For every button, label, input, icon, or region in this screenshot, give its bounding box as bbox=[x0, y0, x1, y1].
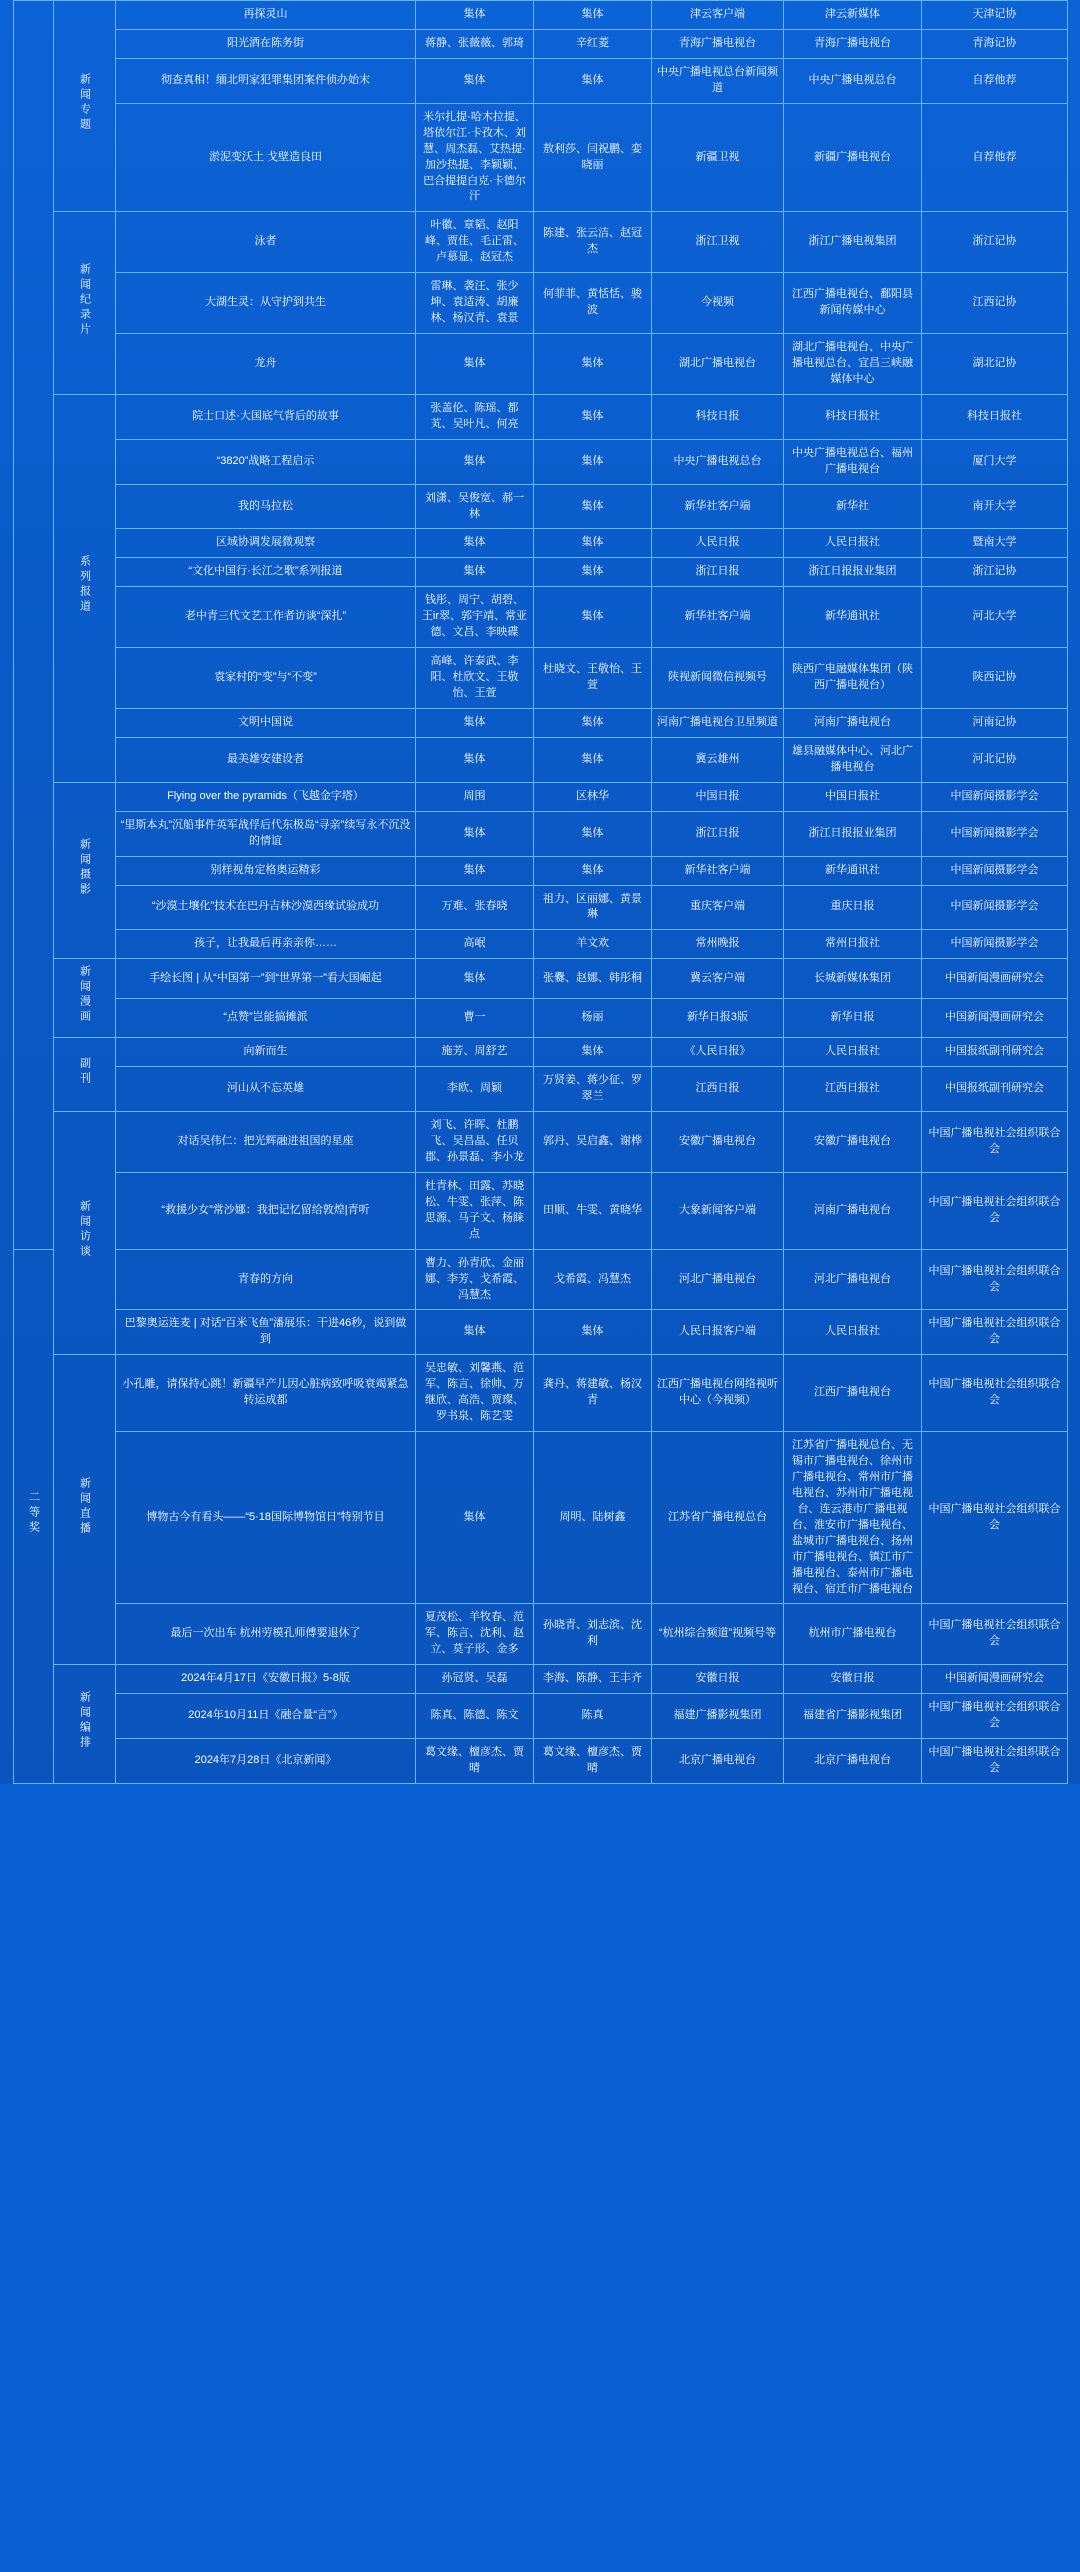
platform-cell: 科技日报 bbox=[652, 394, 784, 439]
work-title-cell: 青春的方向 bbox=[116, 1249, 416, 1310]
recommending-unit-cell: 中国广播电视社会组织联合会 bbox=[922, 1310, 1068, 1355]
editor-cell: 祖力、区丽娜、黄景琳 bbox=[534, 885, 652, 930]
author-cell: 曹一 bbox=[416, 998, 534, 1037]
recommending-unit-cell: 暨南大学 bbox=[922, 529, 1068, 558]
editor-cell: 孙晓青、刘志滨、沈利 bbox=[534, 1604, 652, 1665]
editor-cell: 集体 bbox=[534, 708, 652, 737]
category-label: 新闻编排 bbox=[78, 1691, 91, 1752]
author-cell: 集体 bbox=[416, 529, 534, 558]
platform-cell: 中国日报 bbox=[652, 782, 784, 811]
awards-table-body bbox=[14, 1, 1068, 1784]
declaring-unit-cell: 浙江日报报业集团 bbox=[784, 558, 922, 587]
editor-cell: 羊文欢 bbox=[534, 930, 652, 959]
declaring-unit-cell: 人民日报社 bbox=[784, 529, 922, 558]
table-row bbox=[14, 394, 1068, 439]
category-label: 新闻直播 bbox=[78, 1476, 91, 1537]
recommending-unit-cell: 河北大学 bbox=[922, 587, 1068, 648]
table-row bbox=[14, 529, 1068, 558]
recommending-unit-cell: 中国广播电视社会组织联合会 bbox=[922, 1112, 1068, 1173]
work-title-cell: 向新而生 bbox=[116, 1038, 416, 1067]
table-row bbox=[14, 1067, 1068, 1112]
editor-cell: 何菲菲、黄恬恬、骏波 bbox=[534, 273, 652, 334]
work-title-cell: 最后一次出车 杭州劳模孔师傅要退休了 bbox=[116, 1604, 416, 1665]
table-row bbox=[14, 856, 1068, 885]
editor-cell: 李海、陈静、王丰齐 bbox=[534, 1665, 652, 1694]
editor-cell: 陈真 bbox=[534, 1694, 652, 1739]
platform-cell: 湖北广播电视台 bbox=[652, 334, 784, 395]
declaring-unit-cell: 浙江广播电视集团 bbox=[784, 212, 922, 273]
table-row bbox=[14, 587, 1068, 648]
recommending-unit-cell: 中国广播电视社会组织联合会 bbox=[922, 1355, 1068, 1432]
table-row bbox=[14, 1172, 1068, 1249]
category-cell bbox=[54, 1038, 116, 1112]
prize-cell-empty bbox=[14, 1, 54, 1250]
work-title-cell: “3820”战略工程启示 bbox=[116, 439, 416, 484]
editor-cell: 集体 bbox=[534, 856, 652, 885]
category-label: 系列报道 bbox=[78, 555, 91, 616]
table-row bbox=[14, 1432, 1068, 1604]
declaring-unit-cell: 科技日报社 bbox=[784, 394, 922, 439]
work-title-cell: 巴黎奥运连麦 | 对话“百米飞鱼”潘展乐：干进46秒，说到做到 bbox=[116, 1310, 416, 1355]
platform-cell: 人民日报客户端 bbox=[652, 1310, 784, 1355]
declaring-unit-cell: 江西日报社 bbox=[784, 1067, 922, 1112]
editor-cell: 戈希霞、冯慧杰 bbox=[534, 1249, 652, 1310]
recommending-unit-cell: 中国报纸副刊研究会 bbox=[922, 1067, 1068, 1112]
category-label: 新闻漫画 bbox=[78, 965, 91, 1026]
work-title-cell: 2024年7月28日《北京新闻》 bbox=[116, 1739, 416, 1784]
category-cell bbox=[54, 959, 116, 1038]
author-cell: 葛文缘、檀彦杰、贾晴 bbox=[416, 1739, 534, 1784]
author-cell: 夏茂松、羊牧春、范军、陈言、沈利、赵立、莫子形、金多 bbox=[416, 1604, 534, 1665]
table-row bbox=[14, 273, 1068, 334]
work-title-cell: 文明中国说 bbox=[116, 708, 416, 737]
platform-cell: 安徽广播电视台 bbox=[652, 1112, 784, 1173]
editor-cell: 杨丽 bbox=[534, 998, 652, 1037]
author-cell: 高岷 bbox=[416, 930, 534, 959]
table-row bbox=[14, 1249, 1068, 1310]
work-title-cell: 彻查真相！缅北明家犯罪集团案件侦办始末 bbox=[116, 58, 416, 103]
author-cell: 曹力、孙青欣、金丽娜、李芳、戈希霞、冯慧杰 bbox=[416, 1249, 534, 1310]
platform-cell: 冀云雄州 bbox=[652, 737, 784, 782]
platform-cell: 江西广播电视台网络视听中心（今视频） bbox=[652, 1355, 784, 1432]
declaring-unit-cell: 常州日报社 bbox=[784, 930, 922, 959]
editor-cell: 区林华 bbox=[534, 782, 652, 811]
platform-cell: 浙江卫视 bbox=[652, 212, 784, 273]
platform-cell: 浙江日报 bbox=[652, 558, 784, 587]
recommending-unit-cell: 中国广播电视社会组织联合会 bbox=[922, 1249, 1068, 1310]
editor-cell: 集体 bbox=[534, 1, 652, 30]
editor-cell: 万贤姜、蒋少征、罗翠兰 bbox=[534, 1067, 652, 1112]
editor-cell: 集体 bbox=[534, 1310, 652, 1355]
recommending-unit-cell: 中国新闻摄影学会 bbox=[922, 811, 1068, 856]
declaring-unit-cell: 新华通讯社 bbox=[784, 856, 922, 885]
platform-cell: 安徽日报 bbox=[652, 1665, 784, 1694]
work-title-cell: 河山从不忘英雄 bbox=[116, 1067, 416, 1112]
table-row bbox=[14, 885, 1068, 930]
editor-cell: 辛红菱 bbox=[534, 29, 652, 58]
platform-cell: 冀云客户端 bbox=[652, 959, 784, 998]
category-label: 新闻访谈 bbox=[78, 1200, 91, 1261]
declaring-unit-cell: 北京广播电视台 bbox=[784, 1739, 922, 1784]
category-cell bbox=[54, 1, 116, 212]
platform-cell: 新华社客户端 bbox=[652, 856, 784, 885]
work-title-cell: “里斯本丸”沉船事件英军战俘后代东极岛“寻亲”续写永不沉没的情谊 bbox=[116, 811, 416, 856]
category-cell bbox=[54, 1355, 116, 1665]
category-cell bbox=[54, 782, 116, 959]
recommending-unit-cell: 中国新闻摄影学会 bbox=[922, 856, 1068, 885]
author-cell: 集体 bbox=[416, 1, 534, 30]
work-title-cell: 袁家村的“变”与“不变” bbox=[116, 648, 416, 709]
author-cell: 周围 bbox=[416, 782, 534, 811]
work-title-cell: 院士口述·大国底气背后的故事 bbox=[116, 394, 416, 439]
work-title-cell: 孩子，让我最后再亲亲你…… bbox=[116, 930, 416, 959]
work-title-cell: “救援少女”常沙娜：我把记忆留给敦煌|青听 bbox=[116, 1172, 416, 1249]
author-cell: 杜青林、田露、苏晓松、牛雯、张萍、陈思源、马子文、杨睐点 bbox=[416, 1172, 534, 1249]
work-title-cell: 2024年10月11日《融合量“言”》 bbox=[116, 1694, 416, 1739]
recommending-unit-cell: 中国广播电视社会组织联合会 bbox=[922, 1694, 1068, 1739]
work-title-cell: “点赞”岂能搞摊派 bbox=[116, 998, 416, 1037]
author-cell: 刘飞、许晖、杜鹏飞、吴昌晶、任贝郡、孙景磊、李小龙 bbox=[416, 1112, 534, 1173]
table-row bbox=[14, 1694, 1068, 1739]
platform-cell: 新疆卫视 bbox=[652, 103, 784, 212]
platform-cell: 浙江日报 bbox=[652, 811, 784, 856]
author-cell: 集体 bbox=[416, 811, 534, 856]
author-cell: 集体 bbox=[416, 439, 534, 484]
recommending-unit-cell: 中国广播电视社会组织联合会 bbox=[922, 1432, 1068, 1604]
recommending-unit-cell: 科技日报社 bbox=[922, 394, 1068, 439]
recommending-unit-cell: 中国广播电视社会组织联合会 bbox=[922, 1604, 1068, 1665]
table-row bbox=[14, 811, 1068, 856]
declaring-unit-cell: 人民日报社 bbox=[784, 1038, 922, 1067]
table-row bbox=[14, 930, 1068, 959]
table-row bbox=[14, 439, 1068, 484]
awards-table bbox=[13, 0, 1068, 1784]
table-row bbox=[14, 484, 1068, 529]
author-cell: 吴忠敏、刘馨燕、范军、陈言、徐帅、万继欣、高浩、贾璨、罗书泉、陈艺雯 bbox=[416, 1355, 534, 1432]
declaring-unit-cell: 雄县融媒体中心、河北广播电视台 bbox=[784, 737, 922, 782]
work-title-cell: 区域协调发展微观察 bbox=[116, 529, 416, 558]
recommending-unit-cell: 中国新闻摄影学会 bbox=[922, 885, 1068, 930]
recommending-unit-cell: 中国广播电视社会组织联合会 bbox=[922, 1739, 1068, 1784]
platform-cell: 陕视新闻微信视频号 bbox=[652, 648, 784, 709]
work-title-cell: 龙舟 bbox=[116, 334, 416, 395]
platform-cell: 人民日报 bbox=[652, 529, 784, 558]
declaring-unit-cell: 江西广播电视台 bbox=[784, 1355, 922, 1432]
work-title-cell: 大湖生灵：从守护到共生 bbox=[116, 273, 416, 334]
table-row bbox=[14, 1604, 1068, 1665]
prize-label: 二等奖 bbox=[27, 1490, 40, 1536]
declaring-unit-cell: 重庆日报 bbox=[784, 885, 922, 930]
editor-cell: 集体 bbox=[534, 811, 652, 856]
declaring-unit-cell: 安徽广播电视台 bbox=[784, 1112, 922, 1173]
author-cell: 集体 bbox=[416, 708, 534, 737]
author-cell: 集体 bbox=[416, 334, 534, 395]
table-row bbox=[14, 1112, 1068, 1173]
declaring-unit-cell: 福建省广播影视集团 bbox=[784, 1694, 922, 1739]
editor-cell: 田顺、牛雯、黄晓华 bbox=[534, 1172, 652, 1249]
recommending-unit-cell: 中国新闻漫画研究会 bbox=[922, 998, 1068, 1037]
platform-cell: 江西日报 bbox=[652, 1067, 784, 1112]
recommending-unit-cell: 河南记协 bbox=[922, 708, 1068, 737]
platform-cell: 河北广播电视台 bbox=[652, 1249, 784, 1310]
platform-cell: 新华社客户端 bbox=[652, 587, 784, 648]
table-row bbox=[14, 1665, 1068, 1694]
declaring-unit-cell: 杭州市广播电视台 bbox=[784, 1604, 922, 1665]
editor-cell: 陈建、张云洁、赵冠杰 bbox=[534, 212, 652, 273]
recommending-unit-cell: 浙江记协 bbox=[922, 212, 1068, 273]
category-cell bbox=[54, 1112, 116, 1355]
platform-cell: 中央广播电视总台新闻频道 bbox=[652, 58, 784, 103]
editor-cell: 葛文缘、檀彦杰、贾晴 bbox=[534, 1739, 652, 1784]
editor-cell: 集体 bbox=[534, 394, 652, 439]
platform-cell: 常州晚报 bbox=[652, 930, 784, 959]
platform-cell: 江苏省广播电视总台 bbox=[652, 1432, 784, 1604]
work-title-cell: 手绘长图 | 从“中国第一”到“世界第一”看大国崛起 bbox=[116, 959, 416, 998]
table-row bbox=[14, 1739, 1068, 1784]
table-row bbox=[14, 1038, 1068, 1067]
platform-cell: 福建广播影视集团 bbox=[652, 1694, 784, 1739]
platform-cell: 青海广播电视台 bbox=[652, 29, 784, 58]
editor-cell: 集体 bbox=[534, 587, 652, 648]
table-row bbox=[14, 334, 1068, 395]
platform-cell: 北京广播电视台 bbox=[652, 1739, 784, 1784]
table-row bbox=[14, 708, 1068, 737]
table-row bbox=[14, 103, 1068, 212]
category-cell bbox=[54, 212, 116, 394]
author-cell: 万难、张春晓 bbox=[416, 885, 534, 930]
editor-cell: 集体 bbox=[534, 529, 652, 558]
table-row bbox=[14, 558, 1068, 587]
declaring-unit-cell: 河南广播电视台 bbox=[784, 1172, 922, 1249]
recommending-unit-cell: 厦门大学 bbox=[922, 439, 1068, 484]
work-title-cell: 别样视角定格奥运精彩 bbox=[116, 856, 416, 885]
recommending-unit-cell: 中国新闻漫画研究会 bbox=[922, 959, 1068, 998]
recommending-unit-cell: 河北记协 bbox=[922, 737, 1068, 782]
declaring-unit-cell: 中央广播电视总台、福州广播电视台 bbox=[784, 439, 922, 484]
recommending-unit-cell: 自荐他荐 bbox=[922, 58, 1068, 103]
recommending-unit-cell: 青海记协 bbox=[922, 29, 1068, 58]
work-title-cell: 2024年4月17日《安徽日报》5-8版 bbox=[116, 1665, 416, 1694]
declaring-unit-cell: 新华通讯社 bbox=[784, 587, 922, 648]
editor-cell: 敖利莎、闫祝鹏、娈晓丽 bbox=[534, 103, 652, 212]
declaring-unit-cell: 陕西广电融媒体集团（陕西广播电视台） bbox=[784, 648, 922, 709]
editor-cell: 集体 bbox=[534, 58, 652, 103]
author-cell: 集体 bbox=[416, 558, 534, 587]
table-row bbox=[14, 648, 1068, 709]
work-title-cell: “文化中国行·长江之歌”系列报道 bbox=[116, 558, 416, 587]
declaring-unit-cell: 浙江日报报业集团 bbox=[784, 811, 922, 856]
editor-cell: 杜晓文、王敬怡、王萱 bbox=[534, 648, 652, 709]
recommending-unit-cell: 陕西记协 bbox=[922, 648, 1068, 709]
declaring-unit-cell: 中国日报社 bbox=[784, 782, 922, 811]
work-title-cell: 最美雄安建设者 bbox=[116, 737, 416, 782]
declaring-unit-cell: 河南广播电视台 bbox=[784, 708, 922, 737]
author-cell: 施芳、周舒艺 bbox=[416, 1038, 534, 1067]
work-title-cell: Flying over the pyramids（飞越金字塔） bbox=[116, 782, 416, 811]
category-label: 新闻纪录片 bbox=[78, 262, 91, 338]
work-title-cell: 再探灵山 bbox=[116, 1, 416, 30]
recommending-unit-cell: 江西记协 bbox=[922, 273, 1068, 334]
editor-cell: 集体 bbox=[534, 439, 652, 484]
platform-cell: 《人民日报》 bbox=[652, 1038, 784, 1067]
author-cell: 钱彤、周宁、胡碧、王ir翠、郭宇靖、常亚德、文昌、李映碟 bbox=[416, 587, 534, 648]
recommending-unit-cell: 浙江记协 bbox=[922, 558, 1068, 587]
category-label: 新闻专题 bbox=[78, 73, 91, 134]
author-cell: 孙冠贤、吴磊 bbox=[416, 1665, 534, 1694]
author-cell: 集体 bbox=[416, 1310, 534, 1355]
recommending-unit-cell: 中国新闻摄影学会 bbox=[922, 930, 1068, 959]
author-cell: 集体 bbox=[416, 737, 534, 782]
table-row bbox=[14, 1, 1068, 30]
platform-cell: 新华社客户端 bbox=[652, 484, 784, 529]
category-cell bbox=[54, 394, 116, 782]
author-cell: 高峰、许泰武、李阳、杜欣文、王敬怡、王萱 bbox=[416, 648, 534, 709]
declaring-unit-cell: 新疆广播电视台 bbox=[784, 103, 922, 212]
author-cell: 李欧、周颖 bbox=[416, 1067, 534, 1112]
table-row bbox=[14, 782, 1068, 811]
editor-cell: 张爨、赵娜、韩彤桐 bbox=[534, 959, 652, 998]
work-title-cell: 对话吴伟仁：把光辉融进祖国的星座 bbox=[116, 1112, 416, 1173]
work-title-cell: 小孔雕，请保持心跳！新疆早产儿因心脏病致呼吸衰竭紧急转运成都 bbox=[116, 1355, 416, 1432]
work-title-cell: 阳光洒在陈务街 bbox=[116, 29, 416, 58]
editor-cell: 集体 bbox=[534, 484, 652, 529]
declaring-unit-cell: 安徽日报 bbox=[784, 1665, 922, 1694]
platform-cell: 大象新闻客户端 bbox=[652, 1172, 784, 1249]
table-row bbox=[14, 1310, 1068, 1355]
platform-cell: 河南广播电视台卫星频道 bbox=[652, 708, 784, 737]
work-title-cell: 我的马拉松 bbox=[116, 484, 416, 529]
editor-cell: 集体 bbox=[534, 737, 652, 782]
recommending-unit-cell: 中国新闻摄影学会 bbox=[922, 782, 1068, 811]
work-title-cell: 淤泥变沃土 戈壁造良田 bbox=[116, 103, 416, 212]
author-cell: 叶徽、章韬、赵阳峰、贾佳、毛正雷、卢慕显、赵冠杰 bbox=[416, 212, 534, 273]
declaring-unit-cell: 人民日报社 bbox=[784, 1310, 922, 1355]
author-cell: 张盖伦、陈瑶、都芄、吴叶凡、何亮 bbox=[416, 394, 534, 439]
author-cell: 米尔扎提·哈木拉提、塔依尔江·卡孜木、刘慧、周杰磊、艾热提·加沙热提、李颖颖、巴合提提白克·卡德尔汗 bbox=[416, 103, 534, 212]
recommending-unit-cell: 天津记协 bbox=[922, 1, 1068, 30]
platform-cell: 津云客户端 bbox=[652, 1, 784, 30]
table-row bbox=[14, 959, 1068, 998]
declaring-unit-cell: 长城新媒体集团 bbox=[784, 959, 922, 998]
editor-cell: 周明、陆树鑫 bbox=[534, 1432, 652, 1604]
declaring-unit-cell: 江苏省广播电视总台、无锡市广播电视台、徐州市广播电视台、常州市广播电视台、苏州市广播电视台、连云港市广播电视台、淮安市广播电视台、盐城市广播电视台、扬州市广播电视台、镇江市广播电视台、泰州市广播电视台、宿迁市广播电视台 bbox=[784, 1432, 922, 1604]
editor-cell: 龚丹、蒋建敏、杨汉青 bbox=[534, 1355, 652, 1432]
platform-cell: 重庆客户端 bbox=[652, 885, 784, 930]
declaring-unit-cell: 河北广播电视台 bbox=[784, 1249, 922, 1310]
table-row bbox=[14, 1355, 1068, 1432]
table-row bbox=[14, 29, 1068, 58]
author-cell: 陈真、陈德、陈文 bbox=[416, 1694, 534, 1739]
author-cell: 刘潇、吴俊宽、郝一林 bbox=[416, 484, 534, 529]
category-label: 副刊 bbox=[78, 1056, 91, 1087]
author-cell: 集体 bbox=[416, 1432, 534, 1604]
category-cell bbox=[54, 1665, 116, 1784]
table-row bbox=[14, 998, 1068, 1037]
work-title-cell: 老中青三代文艺工作者访谈“深扎” bbox=[116, 587, 416, 648]
recommending-unit-cell: 中国广播电视社会组织联合会 bbox=[922, 1172, 1068, 1249]
declaring-unit-cell: 湖北广播电视台、中央广播电视总台、宜昌三峡融媒体中心 bbox=[784, 334, 922, 395]
declaring-unit-cell: 江西广播电视台、鄱阳县新闻传媒中心 bbox=[784, 273, 922, 334]
category-label: 新闻摄影 bbox=[78, 837, 91, 898]
author-cell: 集体 bbox=[416, 58, 534, 103]
platform-cell: 中央广播电视总台 bbox=[652, 439, 784, 484]
editor-cell: 集体 bbox=[534, 1038, 652, 1067]
author-cell: 集体 bbox=[416, 856, 534, 885]
declaring-unit-cell: 津云新媒体 bbox=[784, 1, 922, 30]
platform-cell: 今视频 bbox=[652, 273, 784, 334]
declaring-unit-cell: 新华社 bbox=[784, 484, 922, 529]
prize-cell-second bbox=[14, 1249, 54, 1783]
platform-cell: 新华日报3版 bbox=[652, 998, 784, 1037]
editor-cell: 郭丹、吴启鑫、谢桦 bbox=[534, 1112, 652, 1173]
declaring-unit-cell: 新华日报 bbox=[784, 998, 922, 1037]
work-title-cell: “沙漠土壤化”技术在巴丹吉林沙漠西缘试验成功 bbox=[116, 885, 416, 930]
recommending-unit-cell: 自荐他荐 bbox=[922, 103, 1068, 212]
author-cell: 雷琳、袭汪、张少坤、袁适涛、胡廉林、杨汉青、袁景 bbox=[416, 273, 534, 334]
recommending-unit-cell: 湖北记协 bbox=[922, 334, 1068, 395]
author-cell: 集体 bbox=[416, 959, 534, 998]
declaring-unit-cell: 中央广播电视总台 bbox=[784, 58, 922, 103]
recommending-unit-cell: 中国新闻漫画研究会 bbox=[922, 1665, 1068, 1694]
work-title-cell: 博物古今有看头——“5·18国际博物馆日”特别节目 bbox=[116, 1432, 416, 1604]
editor-cell: 集体 bbox=[534, 558, 652, 587]
table-row bbox=[14, 58, 1068, 103]
platform-cell: “杭州综合频道”视频号等 bbox=[652, 1604, 784, 1665]
work-title-cell: 泳者 bbox=[116, 212, 416, 273]
table-row bbox=[14, 737, 1068, 782]
editor-cell: 集体 bbox=[534, 334, 652, 395]
recommending-unit-cell: 南开大学 bbox=[922, 484, 1068, 529]
table-row bbox=[14, 212, 1068, 273]
author-cell: 蒋静、张薇薇、郭琦 bbox=[416, 29, 534, 58]
recommending-unit-cell: 中国报纸副刊研究会 bbox=[922, 1038, 1068, 1067]
declaring-unit-cell: 青海广播电视台 bbox=[784, 29, 922, 58]
